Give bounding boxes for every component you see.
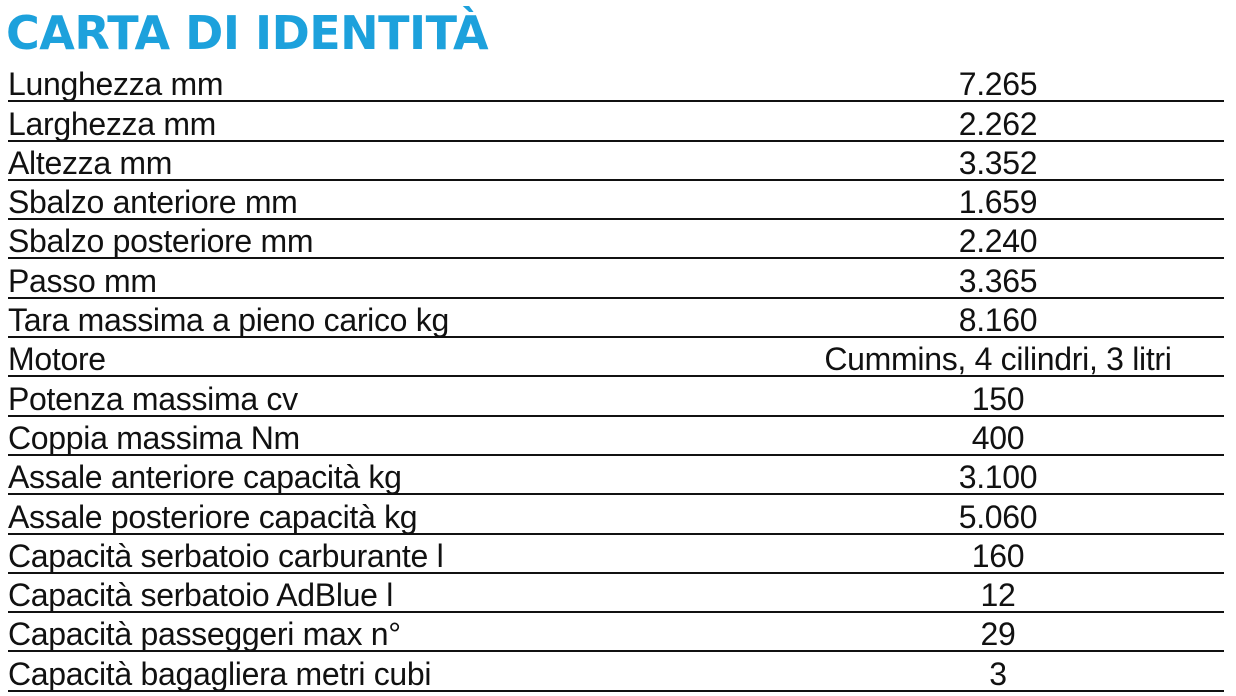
row-value-cell xyxy=(788,258,1224,297)
table-row xyxy=(8,298,1224,337)
row-value: 29 xyxy=(980,616,1016,653)
row-label: Capacità bagagliera metri cubi xyxy=(8,651,788,690)
spec-table-body xyxy=(8,63,1224,691)
table-row xyxy=(8,573,1224,612)
row-value-cell xyxy=(788,101,1224,140)
row-label: Potenza massima cv xyxy=(8,376,788,415)
table-row xyxy=(8,180,1224,219)
table-row xyxy=(8,141,1224,180)
row-value: 160 xyxy=(971,537,1025,574)
row-value: Cummins, 4 cilindri, 3 litri xyxy=(824,341,1172,378)
row-label: Tara massima a pieno carico kg xyxy=(8,298,788,337)
spec-table xyxy=(8,63,1224,692)
row-value: 150 xyxy=(971,380,1025,417)
row-value-cell xyxy=(788,298,1224,337)
table-row xyxy=(8,455,1224,494)
row-value: 3.100 xyxy=(958,459,1038,496)
row-value: 3.352 xyxy=(958,144,1038,181)
row-value-cell xyxy=(788,612,1224,651)
row-value: 2.240 xyxy=(958,223,1038,260)
row-value: 3 xyxy=(989,655,1007,692)
row-label: Capacità serbatoio carburante l xyxy=(8,534,788,573)
page-title: CARTA DI IDENTITÀ xyxy=(6,6,489,60)
row-value: 2.262 xyxy=(958,105,1038,142)
row-label: Assale posteriore capacità kg xyxy=(8,494,788,533)
row-value: 1.659 xyxy=(958,184,1038,221)
row-label: Lunghezza mm xyxy=(8,63,788,101)
row-value-cell xyxy=(788,573,1224,612)
row-label: Assale anteriore capacità kg xyxy=(8,455,788,494)
table-row xyxy=(8,534,1224,573)
row-label: Motore xyxy=(8,337,788,376)
row-value-cell xyxy=(788,376,1224,415)
row-value-cell xyxy=(788,455,1224,494)
row-value-cell xyxy=(788,180,1224,219)
row-value-cell xyxy=(788,219,1224,258)
table-row xyxy=(8,416,1224,455)
row-label: Sbalzo anteriore mm xyxy=(8,180,788,219)
table-row xyxy=(8,219,1224,258)
row-value: 8.160 xyxy=(958,302,1038,339)
row-value-cell xyxy=(788,141,1224,180)
table-row xyxy=(8,63,1224,101)
row-label: Altezza mm xyxy=(8,141,788,180)
row-value: 5.060 xyxy=(958,498,1038,535)
table-row xyxy=(8,651,1224,690)
row-label: Capacità serbatoio AdBlue l xyxy=(8,573,788,612)
row-value: 400 xyxy=(971,419,1025,456)
row-value: 3.365 xyxy=(958,262,1038,299)
row-value-cell xyxy=(788,416,1224,455)
row-value: 7.265 xyxy=(958,66,1038,103)
row-label: Passo mm xyxy=(8,258,788,297)
table-row xyxy=(8,101,1224,140)
row-value-cell xyxy=(788,337,1224,376)
table-row xyxy=(8,376,1224,415)
row-value-cell xyxy=(788,651,1224,690)
row-label: Capacità passeggeri max n° xyxy=(8,612,788,651)
table-row xyxy=(8,258,1224,297)
row-label: Sbalzo posteriore mm xyxy=(8,219,788,258)
table-row xyxy=(8,612,1224,651)
row-value-cell xyxy=(788,494,1224,533)
table-row xyxy=(8,337,1224,376)
table-row xyxy=(8,494,1224,533)
row-value: 12 xyxy=(980,577,1016,614)
row-label: Coppia massima Nm xyxy=(8,416,788,455)
row-label: Larghezza mm xyxy=(8,101,788,140)
row-value-cell xyxy=(788,63,1224,101)
row-value-cell xyxy=(788,534,1224,573)
